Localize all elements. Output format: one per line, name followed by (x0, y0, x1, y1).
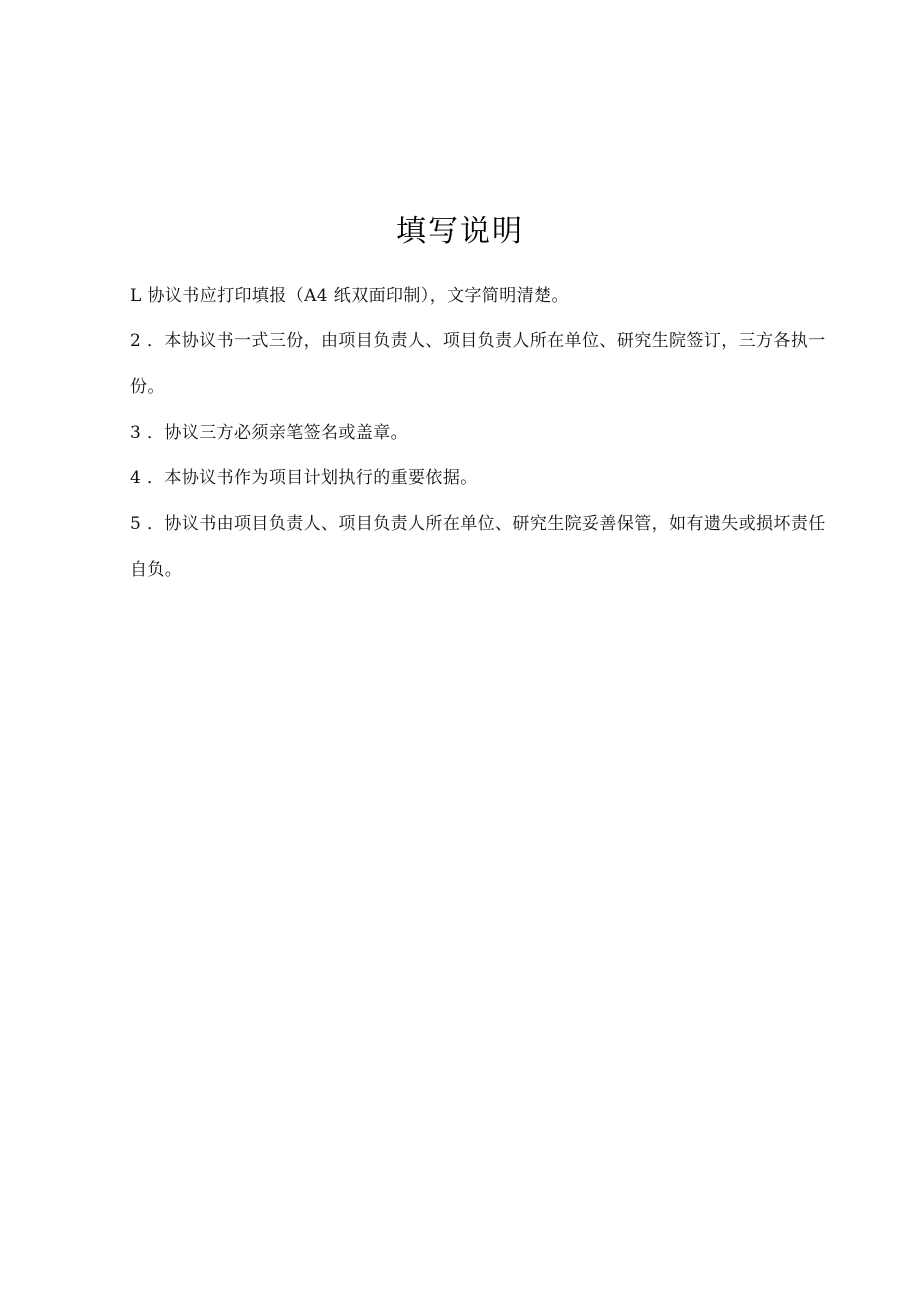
instruction-item-2 (130, 318, 836, 410)
instruction-number: 4 (130, 468, 142, 488)
instruction-text: 协议书应打印填报（A4 纸双面印制），文字简明清楚。 (141, 286, 569, 306)
instruction-number: 3 (130, 423, 142, 443)
instruction-item-1 (130, 273, 836, 319)
page-title: 填写说明 (396, 214, 524, 249)
instruction-text: ．本协议书一式三份，由项目负责人、项目负责人所在单位、研究生院签订，三方各执一份。 (130, 331, 826, 397)
instruction-text: ．协议书由项目负责人、项目负责人所在单位、研究生院妥善保管，如有遗失或损坏责任自负。 (130, 514, 826, 580)
instruction-text: ．本协议书作为项目计划执行的重要依据。 (141, 468, 478, 488)
instruction-item-4 (130, 455, 836, 501)
instruction-number: 5 (130, 514, 142, 534)
instruction-item-5 (130, 501, 836, 593)
instruction-item-3 (130, 410, 836, 456)
instruction-number: L (130, 286, 142, 306)
instruction-number: 2 (130, 331, 142, 351)
instruction-text: ．协议三方必须亲笔签名或盖章。 (141, 423, 409, 443)
